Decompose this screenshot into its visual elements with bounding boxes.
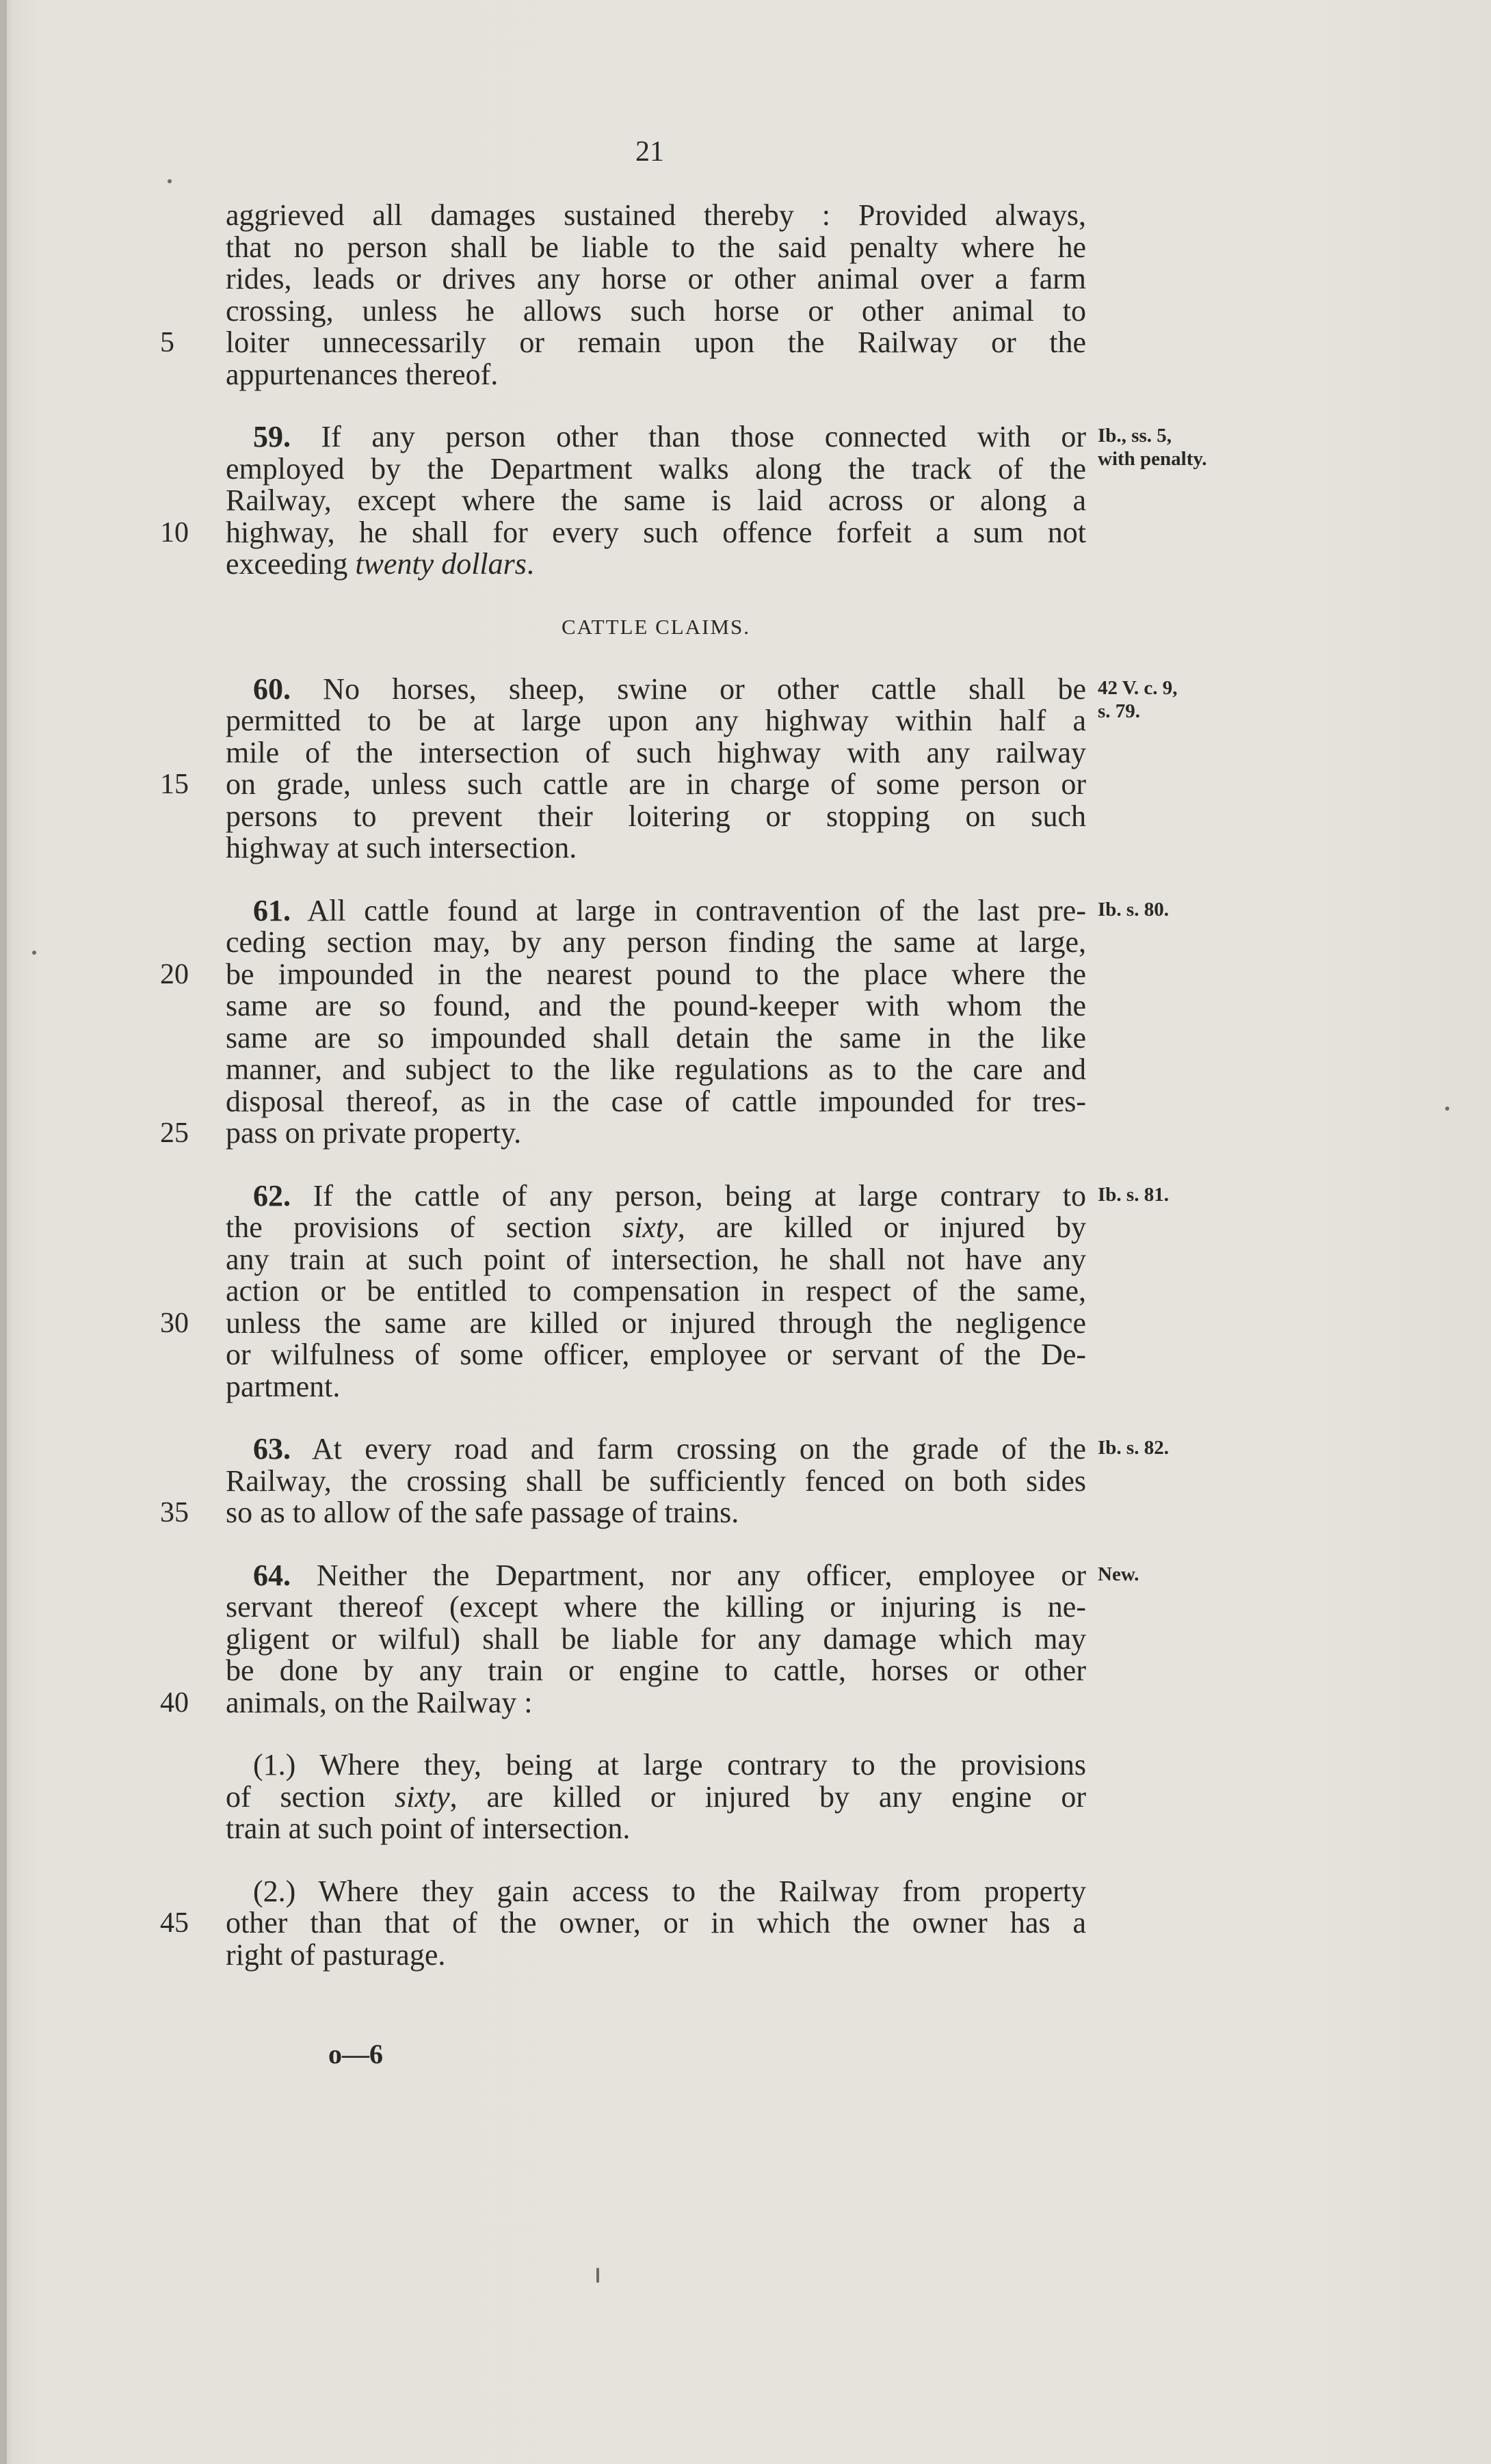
text-line [160, 326, 1086, 359]
text-line [226, 832, 1086, 864]
text-line [226, 1244, 1086, 1276]
line-text: same are so found, and the pound-keeper with whom the [226, 989, 1086, 1022]
section-paragraph [160, 893, 1169, 1150]
line-text: ceding section may, by any person finding the same at large, [226, 925, 1086, 959]
page-spine-shadow [0, 0, 7, 2464]
marginal-note-line: Ib., ss. 5, [1098, 425, 1172, 447]
text-line [226, 1591, 1086, 1624]
line-text: (2.) Where they gain access to the Railway from property [253, 1874, 1086, 1908]
page-number: 21 [635, 136, 664, 168]
marginal-note [1098, 424, 1207, 471]
paragraph-gap [226, 643, 1086, 674]
text-line [226, 1463, 1086, 1498]
section-paragraph [160, 420, 1207, 581]
paragraph-gap [226, 1719, 1086, 1749]
line-number: 45 [160, 1907, 189, 1939]
line-text: disposal thereof, as in the case of cattle impounded for tres- [226, 1084, 1086, 1118]
paragraph-gap [226, 390, 1086, 421]
paragraph-gap [226, 581, 1086, 611]
section-paragraph [160, 1558, 1139, 1719]
marginal-note [1098, 1183, 1169, 1206]
marginal-note-line: 42 V. c. 9, [1098, 676, 1178, 699]
text-line [226, 1371, 1086, 1403]
line-text: Railway, the crossing shall be sufficiently fenced on both sides [226, 1463, 1086, 1498]
statute-text [160, 198, 1207, 1972]
line-text: gligent or wilful) shall be liable for any damage which may [226, 1621, 1086, 1656]
marginal-note-line: with penalty. [1098, 448, 1207, 470]
line-text: any train at such point of intersection, he shall not have any [226, 1242, 1086, 1276]
line-text: servant thereof (except where the killing or injuring is ne- [226, 1590, 1086, 1624]
line-text: action or be entitled to compensation in respect of the same, [226, 1274, 1086, 1308]
text-line [160, 1496, 1086, 1529]
line-text: same are so impounded shall detain the same in the like [226, 1020, 1086, 1055]
speck-mark [596, 2268, 599, 2283]
text-line [226, 1086, 1086, 1118]
text-line [226, 737, 1086, 769]
section-paragraph [160, 1432, 1169, 1529]
text-line [226, 1054, 1086, 1086]
text-line [226, 263, 1086, 295]
text-line [226, 1339, 1086, 1371]
section-paragraph [160, 1178, 1169, 1403]
section-number: 62. [253, 1178, 291, 1213]
section-paragraph [160, 198, 1086, 391]
text-line [226, 1180, 1086, 1213]
line-text: mile of the intersection of such highway with any railway [226, 735, 1086, 769]
line-text: animals, on the Railway : [226, 1685, 533, 1719]
line-text: appurtenances thereof. [226, 357, 499, 391]
section-number: 61. [253, 893, 291, 927]
text-line [226, 1813, 1086, 1845]
speck-mark [1445, 1107, 1449, 1111]
text-line [226, 1560, 1086, 1592]
line-text: loiter unnecessarily or remain upon the Railway or the [226, 326, 1086, 359]
line-text: If the cattle of any person, being at large contrary to [291, 1178, 1086, 1213]
text-line [226, 232, 1086, 264]
line-text: that no person shall be liable to the said penalty where he [226, 230, 1086, 264]
marginal-note-line: s. 79. [1098, 700, 1141, 722]
marginal-note [1098, 1563, 1139, 1586]
paragraph-gap [226, 1529, 1086, 1560]
line-text: of section sixty, are killed or injured by any engine or [226, 1779, 1086, 1814]
text-line [226, 801, 1086, 833]
line-text: aggrieved all damages sustained thereby : Provided always, [226, 198, 1086, 232]
line-text: crossing, unless he allows such horse or other animal to [226, 293, 1086, 328]
line-number: 10 [160, 516, 189, 548]
text-line [226, 705, 1086, 737]
line-number: 25 [160, 1117, 189, 1149]
text-line [226, 421, 1086, 453]
text-line [226, 1621, 1086, 1656]
text-line [226, 1022, 1086, 1055]
text-line [226, 548, 1086, 581]
text-line [226, 990, 1086, 1022]
line-text: employed by the Department walks along the track of the [226, 451, 1086, 486]
line-text: the provisions of section sixty, are killed or injured by [226, 1210, 1086, 1244]
line-text: manner, and subject to the like regulations as to the care and [226, 1052, 1086, 1086]
speck-mark [32, 951, 36, 955]
section-paragraph [226, 1749, 1086, 1845]
section-paragraph [160, 672, 1178, 864]
marginal-note-line: Ib. s. 82. [1098, 1437, 1169, 1459]
text-line [226, 895, 1086, 927]
paragraph-gap [226, 1403, 1086, 1433]
line-text: pass on private property. [226, 1116, 522, 1150]
text-line [226, 359, 1086, 391]
paragraph-gap [226, 1150, 1086, 1180]
line-text: on grade, unless such cattle are in charge of some person or [226, 767, 1086, 801]
text-line [226, 1876, 1086, 1908]
line-text: persons to prevent their loitering or stopping on such [226, 799, 1086, 833]
line-text: At every road and farm crossing on the grade of the [291, 1432, 1086, 1466]
text-line [160, 1116, 1086, 1150]
section-number: 59. [253, 420, 291, 453]
text-line [160, 957, 1086, 991]
paragraph-gap [226, 864, 1086, 895]
marginal-note [1098, 1436, 1169, 1459]
text-line [226, 1781, 1086, 1814]
line-text: All cattle found at large in contravention of the last pre- [291, 893, 1086, 927]
line-text: highway at such intersection. [226, 831, 577, 864]
line-number: 40 [160, 1686, 189, 1719]
line-text: If any person other than those connected with or [291, 420, 1086, 453]
text-line [226, 485, 1086, 517]
signature-mark: o—6 [328, 2039, 383, 2069]
line-text: train at such point of intersection. [226, 1812, 631, 1845]
text-line [226, 453, 1086, 486]
line-text: other than that of the owner, or in which the owner has a [226, 1906, 1086, 1939]
text-line [160, 1306, 1086, 1340]
text-line [226, 1655, 1086, 1687]
line-number: 30 [160, 1307, 189, 1339]
text-line [226, 927, 1086, 959]
line-number: 35 [160, 1497, 189, 1528]
text-line [226, 1749, 1086, 1781]
text-line [226, 1433, 1086, 1466]
section-number: 64. [253, 1558, 291, 1592]
marginal-note [1098, 898, 1169, 921]
line-text: exceeding twenty dollars. [226, 547, 534, 581]
line-text: or wilfulness of some officer, employee or servant of the De- [226, 1338, 1086, 1371]
line-text: permitted to be at large upon any highway within half a [226, 704, 1086, 737]
text-line [226, 1939, 1086, 1972]
text-line [160, 767, 1086, 801]
line-text: (1.) Where they, being at large contrary to the provisions [253, 1748, 1086, 1781]
text-line [160, 1906, 1086, 1939]
line-text: Neither the Department, nor any officer, employee or [291, 1558, 1086, 1592]
line-text: be done by any train or engine to cattle, horses or other [226, 1654, 1086, 1687]
text-line [226, 1275, 1086, 1308]
section-paragraph [160, 1874, 1086, 1972]
marginal-note-line: New. [1098, 1563, 1139, 1585]
line-text: Railway, except where the same is laid across or along a [226, 483, 1086, 517]
marginal-note-line: Ib. s. 81. [1098, 1183, 1169, 1206]
text-line [160, 515, 1086, 549]
line-text: No horses, sheep, swine or other cattle shall be [291, 672, 1086, 706]
text-line [160, 1685, 1086, 1719]
marginal-note [1098, 676, 1178, 723]
line-text: right of pasturage. [226, 1937, 446, 1972]
line-text: partment. [226, 1369, 341, 1403]
section-number: 60. [253, 672, 291, 706]
section-number: 63. [253, 1432, 291, 1466]
line-number: 15 [160, 769, 189, 800]
paragraph-gap [226, 1845, 1086, 1876]
line-text: rides, leads or drives any horse or other animal over a farm [226, 262, 1086, 295]
line-text: highway, he shall for every such offence forfeit a sum not [226, 515, 1086, 549]
line-text: so as to allow of the safe passage of trains. [226, 1496, 739, 1529]
line-text: unless the same are killed or injured through the negligence [226, 1306, 1086, 1340]
marginal-note-line: Ib. s. 80. [1098, 898, 1169, 920]
section-heading: CATTLE CLAIMS. [562, 614, 750, 639]
line-number: 20 [160, 958, 189, 990]
line-text: be impounded in the nearest pound to the place where the [226, 957, 1086, 991]
text-line [226, 200, 1086, 232]
line-number: 5 [160, 327, 174, 358]
text-line [226, 1212, 1086, 1244]
speck-mark [168, 179, 172, 183]
text-line [226, 674, 1086, 706]
text-line [226, 295, 1086, 328]
